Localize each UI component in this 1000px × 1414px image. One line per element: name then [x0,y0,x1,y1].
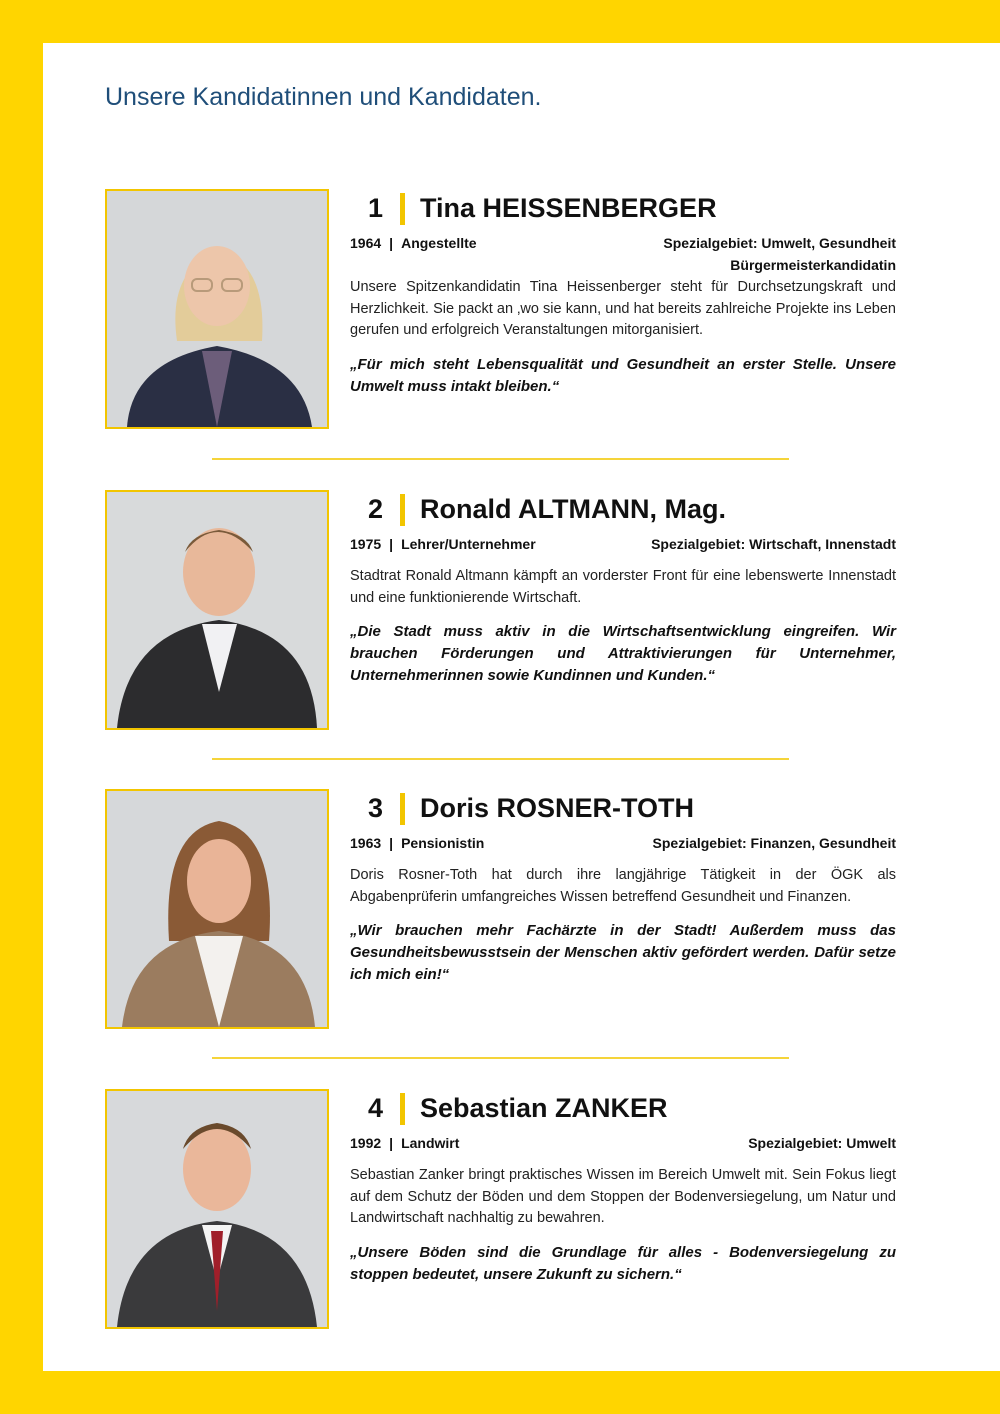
portrait-man-suit-icon [107,492,327,728]
pipe-separator: | [389,235,394,251]
specialty: Spezialgebiet: Umwelt, Gesundheit [663,235,896,251]
candidate-meta [350,833,896,855]
section-divider [212,758,789,760]
candidate-quote: „Die Stadt muss aktiv in die Wirtschaftsentwicklung eingreifen. Wir brauchen Förderungen und Attraktivierungen für Unternehmer, Unternehmerinnen sowie Kundinnen und Kunden.“ [350,623,896,684]
separator-bar [400,793,405,825]
candidate-quote: „Für mich steht Lebensqualität und Gesundheit an erster Stelle. Unsere Umwelt muss intakt bleiben.“ [350,355,896,395]
candidate-number: 2 [368,494,384,524]
pipe-separator: | [389,536,394,552]
candidate-photo-3 [105,789,329,1029]
candidate-heading-2 [350,490,896,530]
candidate-heading-3 [350,789,896,829]
candidate-bio: Stadtrat Ronald Altmann kämpft an vorderster Front für eine lebenswerte Innenstadt und eine funktionierende Wirtschaft. [350,568,896,606]
candidate-meta [350,233,896,255]
candidate-extra-role: Bürgermeisterkandidatin [730,257,896,273]
candidate-quote: „Unsere Böden sind die Grundlage für alles - Bodenversiegelung zu stoppen bedeutet, unsere Zukunft zu sichern.“ [350,1243,896,1283]
occupation: Lehrer/Unternehmer [401,536,536,552]
candidate-name: Sebastian ZANKER [420,1093,668,1123]
birth-year: 1963 [350,835,382,851]
candidate-number: 1 [368,193,384,223]
candidate-name: Ronald ALTMANN, Mag. [420,494,726,524]
candidate-heading-4 [350,1089,896,1129]
page-title: Unsere Kandidatinnen und Kandidaten. [105,83,542,111]
separator-bar [400,494,405,526]
candidate-info-1 [350,189,896,398]
candidate-meta [350,1133,896,1155]
candidate-info-3 [350,789,896,986]
specialty: Spezialgebiet: Wirtschaft, Innenstadt [651,536,896,552]
candidate-quote: „Wir brauchen mehr Fachärzte in der Stadt! Außerdem muss das Gesundheitsbewusstsein der Menschen aktiv gefördert werden. Dafür setze ich mich ein!“ [350,922,896,983]
portrait-woman-blonde-icon [107,191,327,427]
birth-year: 1992 [350,1135,382,1151]
candidate-bio: Sebastian Zanker bringt praktisches Wissen im Bereich Umwelt mit. Sein Fokus liegt auf dem Schutz der Böden und dem Stoppen der Bodenversiegelung, um Natur und Landwirtschaft nachhaltig zu bewahren. [350,1167,896,1226]
candidate-number: 3 [368,793,384,823]
candidate-photo-2 [105,490,329,730]
occupation: Landwirt [401,1135,460,1151]
occupation: Pensionistin [401,835,485,851]
candidate-name: Doris ROSNER-TOTH [420,793,695,823]
candidate-info-2 [350,490,896,687]
candidate-info-4 [350,1089,896,1286]
separator-bar [400,1093,405,1125]
candidate-meta [350,534,896,556]
birth-year: 1975 [350,536,382,552]
candidate-photo-4 [105,1089,329,1329]
birth-year: 1964 [350,235,382,251]
section-divider [212,1057,789,1059]
candidate-heading-1 [350,189,896,229]
specialty: Spezialgebiet: Umwelt [748,1135,896,1151]
specialty: Spezialgebiet: Finanzen, Gesundheit [652,835,896,851]
candidate-bio: Doris Rosner-Toth hat durch ihre langjährige Tätigkeit in der ÖGK als Abgabenprüferin umfangreiches Wissen betreffend Gesundheit und Finanzen. [350,867,896,905]
candidate-number: 4 [368,1093,384,1123]
pipe-separator: | [389,835,394,851]
candidate-name: Tina HEISSENBERGER [420,193,717,223]
portrait-woman-brown-hair-icon [107,791,327,1027]
separator-bar [400,193,405,225]
candidate-bio: Unsere Spitzenkandidatin Tina Heissenberger steht für Durchsetzungskraft und Herzlichkeit. Sie packt an ‚wo sie kann, und hat bereits zahlreiche Projekte ins Leben gerufen und erfolgreich Veranstaltungen mitorganisiert. [350,279,896,338]
pipe-separator: | [389,1135,394,1151]
occupation: Angestellte [401,235,477,251]
page [43,43,1000,1371]
portrait-man-traditional-jacket-icon [107,1091,327,1327]
candidate-photo-1 [105,189,329,429]
section-divider [212,458,789,460]
